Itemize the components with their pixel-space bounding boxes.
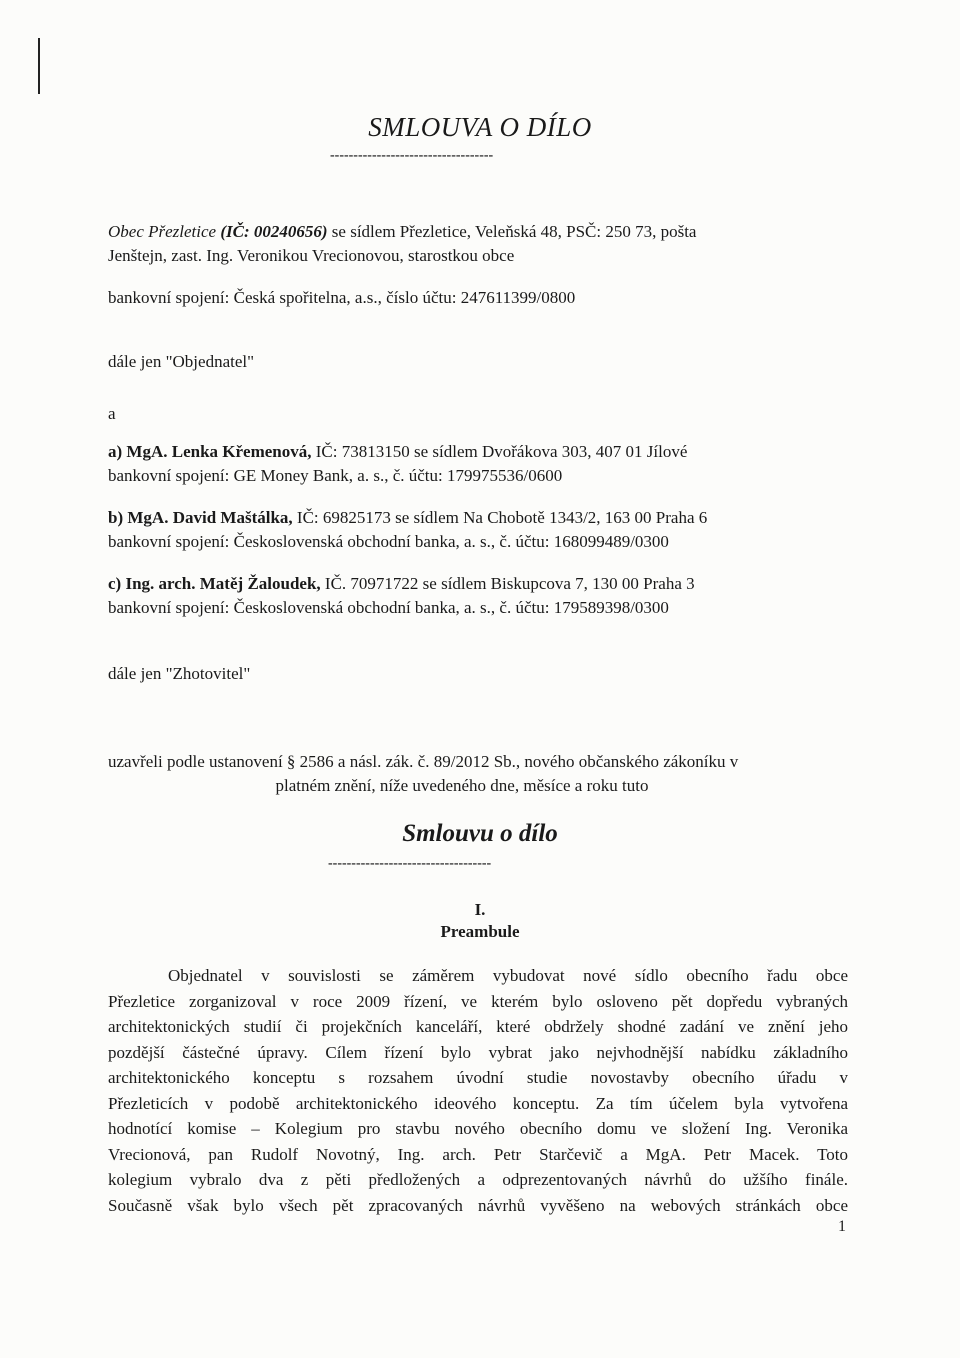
section-title: Preambule xyxy=(440,922,520,941)
zhotovitel-b-address: IČ: 69825173 se sídlem Na Chobotě 1343/2, 163 00 Praha 6 xyxy=(292,508,708,527)
title-underline: ----------------------------------- xyxy=(330,148,494,163)
preambule-line: Vrecionová, pan Rudolf Novotný, Ing. arch. Petr Starčevič a MgA. Petr Macek. Toto xyxy=(108,1144,848,1164)
preambule-paragraph xyxy=(108,963,848,1218)
conjunction: a xyxy=(108,404,116,423)
preambule-line: kolegium vybralo dva z pěti předložených a odprezentovaných návrhů do užšího finále. xyxy=(108,1170,848,1189)
preambule-line: hodnotící komise – Kolegium pro stavbu nového obecního domu ve složení Ing. Veronika xyxy=(108,1119,848,1138)
objednatel-address: se sídlem Přezletice, Veleňská 48, PSČ: 250 73, pošta xyxy=(327,222,697,241)
zhotovitel-b-name: David Maštálka, xyxy=(168,508,293,527)
preambule-line: Objednatel v souvislosti se záměrem vybudovat nové sídlo obecního řadu obce xyxy=(168,966,848,985)
zhotovitel-b-prefix: b) MgA. xyxy=(108,508,169,527)
zhotovitel-c-name: Žaloudek, xyxy=(243,574,321,593)
page-number: 1 xyxy=(838,1218,846,1235)
concluded-line-2: platném znění, níže uvedeného dne, měsíce a roku tuto xyxy=(275,776,649,795)
zhotovitel-a-name: Lenka Křemenová, xyxy=(167,442,312,461)
zhotovitel-c-prefix: c) Ing. arch. Matěj xyxy=(108,574,244,593)
document-title: SMLOUVA O DÍLO xyxy=(368,112,592,142)
zhotovitel-alias: dále jen "Zhotovitel" xyxy=(108,664,251,683)
margin-mark xyxy=(38,38,40,94)
zhotovitel-b-line xyxy=(108,508,707,528)
subtitle: Smlouvu o dílo xyxy=(402,820,558,847)
objednatel-bank: bankovní spojení: Česká spořitelna, a.s., číslo účtu: 247611399/0800 xyxy=(108,288,576,307)
preambule-line: Přezleticích v podobě architektonického ideového konceptu. Za tím účelem byla vytvořena xyxy=(108,1093,848,1113)
section-number: I. xyxy=(474,900,486,919)
preambule-line: architektonických studií či projekčních kanceláří, které obdržely shodné zadání ve znění jeho xyxy=(108,1017,848,1036)
zhotovitel-c-bank: bankovní spojení: Československá obchodní banka, a. s., č. účtu: 179589398/0300 xyxy=(108,598,669,617)
zhotovitel-a-bank: bankovní spojení: GE Money Bank, a. s., č. účtu: 179975536/0600 xyxy=(108,466,563,485)
preambule-line: Současně však bylo všech pět zpracovaných návrhů vyvěšeno na webových stránkách obce xyxy=(108,1195,848,1215)
zhotovitel-a-line xyxy=(108,442,687,462)
objednatel-ic: (IČ: 00240656) xyxy=(220,222,328,241)
objednatel-line-2: Jenštejn, zast. Ing. Veronikou Vrecionovou, starostkou obce xyxy=(108,246,515,265)
zhotovitel-c-line xyxy=(108,574,695,594)
objednatel-alias: dále jen "Objednatel" xyxy=(108,352,255,371)
zhotovitel-c-address: IČ. 70971722 se sídlem Biskupcova 7, 130 00 Praha 3 xyxy=(320,574,695,593)
zhotovitel-a-address: IČ: 73813150 se sídlem Dvořákova 303, 407 01 Jílové xyxy=(311,442,688,461)
concluded-line-1: uzavřeli podle ustanovení § 2586 a násl. zák. č. 89/2012 Sb., nového občanského zákoníku v xyxy=(108,752,739,771)
objednatel-line-1 xyxy=(108,222,696,242)
preambule-line: pozdější částečné úpravy. Cílem řízení bylo vybrat jako nejvhodnější nabídku základního xyxy=(108,1042,848,1062)
preambule-line: Přezletice zorganizoval v roce 2009 řízení, ve kterém bylo osloveno pět dopředu vybraných xyxy=(108,991,848,1011)
zhotovitel-b-bank: bankovní spojení: Československá obchodní banka, a. s., č. účtu: 168099489/0300 xyxy=(108,532,669,551)
zhotovitel-a-prefix: a) MgA. xyxy=(108,442,168,461)
preambule-line: architektonického konceptu s rozsahem úvodní studie novostavby obecního úřadu v xyxy=(108,1068,848,1087)
objednatel-name: Obec Přezletice xyxy=(108,222,217,241)
subtitle-underline: ----------------------------------- xyxy=(328,856,492,871)
